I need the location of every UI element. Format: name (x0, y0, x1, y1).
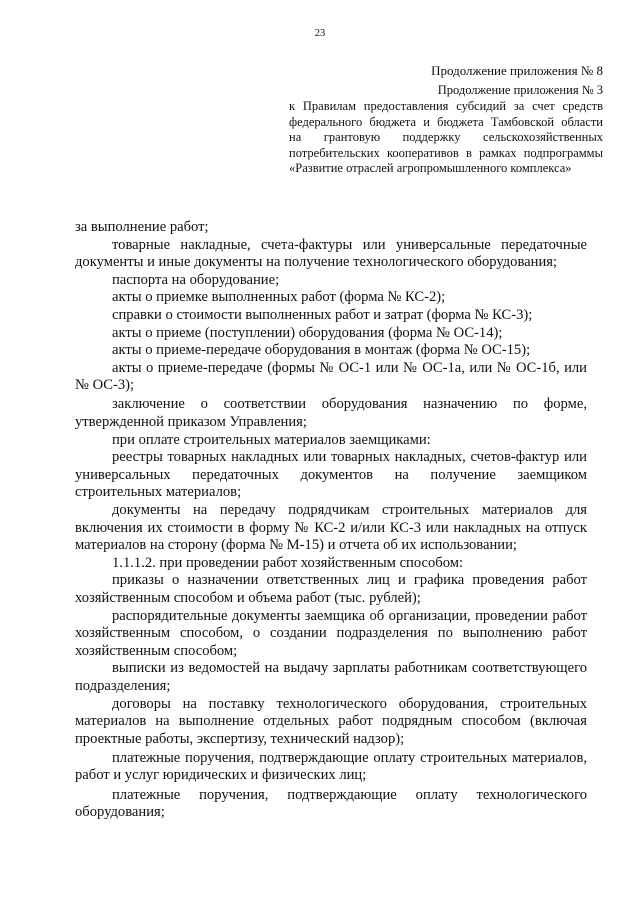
body-paragraph: за выполнение работ; (75, 219, 209, 235)
body-paragraph: при оплате строительных материалов заемщиками: (112, 431, 431, 448)
preamble-line: к Правилам предоставления субсидий за счет средств (289, 99, 603, 113)
page-number: 23 (314, 28, 326, 39)
body-paragraph: акты о приемке выполненных работ (форма № КС-2); (112, 289, 446, 306)
body-paragraph: заключение о соответствии оборудования назначению по форме, утвержденной приказом Управления; (75, 396, 587, 431)
preamble-line: на грантовую поддержку сельскохозяйственных (289, 130, 603, 144)
preamble-line: потребительских кооперативов в рамках подпрограммы (289, 145, 603, 160)
body-paragraph: акты о приеме (поступлении) оборудования (форма № ОС-14); (112, 324, 503, 341)
body-paragraph: выписки из ведомостей на выдачу зарплаты работникам соответствующего подразделения; (75, 660, 587, 694)
body-paragraph: 1.1.1.2. при проведении работ хозяйственным способом: (112, 554, 464, 571)
body-paragraph: договоры на поставку технологического оборудования, строительных материалов на выполнение отдельных работ подрядным способом (включая проектные работы, экспертизу, технический надзор); (75, 695, 587, 747)
body-paragraph: паспорта на оборудование; (112, 271, 280, 288)
body-paragraph: акты о приеме-передаче (формы № ОС-1 или № ОС-1а, или № ОС-1б, или № ОС-3); (75, 359, 587, 394)
body-paragraph: распорядительные документы заемщика об организации, проведении работ хозяйственным способом, о создании подразделения по выполнению работ хозяйственным способом; (75, 607, 587, 659)
appendix-3-continuation: Продолжение приложения № 3 (437, 83, 603, 97)
body-paragraph: товарные накладные, счета-фактуры или универсальные передаточные документы и иные документы на получение технологического оборудования; (75, 236, 587, 271)
appendix-8-continuation: Продолжение приложения № 8 (431, 63, 603, 78)
document-body (75, 219, 587, 822)
appendix-preamble (289, 99, 603, 177)
body-paragraph: документы на передачу подрядчикам строительных материалов для включения их стоимости в форму № КС-2 и/или КС-3 или накладных на отпуск материалов на сторону (форма № М-15) и отчета об их использовании; (75, 502, 587, 554)
preamble-line: «Развитие отраслей агропромышленного комплекса» (289, 161, 572, 175)
body-paragraph: справки о стоимости выполненных работ и затрат (форма № КС-3); (112, 306, 533, 323)
body-paragraph: платежные поручения, подтверждающие оплату строительных материалов, работ и услуг юридических и физических лиц; (75, 749, 587, 784)
body-paragraph: реестры товарных накладных или товарных накладных, счетов-фактур или универсальных передаточных документов на получение заемщиком строительных материалов; (75, 449, 587, 501)
body-paragraph: приказы о назначении ответственных лиц и графика проведения работ хозяйственным способом и объема работ (тыс. рублей); (75, 572, 587, 606)
body-paragraph: платежные поручения, подтверждающие оплату технологического оборудования; (75, 786, 587, 821)
preamble-line: федерального бюджета и бюджета Тамбовской области (289, 114, 603, 129)
body-paragraph: акты о приеме-передаче оборудования в монтаж (форма № ОС-15); (112, 342, 531, 359)
